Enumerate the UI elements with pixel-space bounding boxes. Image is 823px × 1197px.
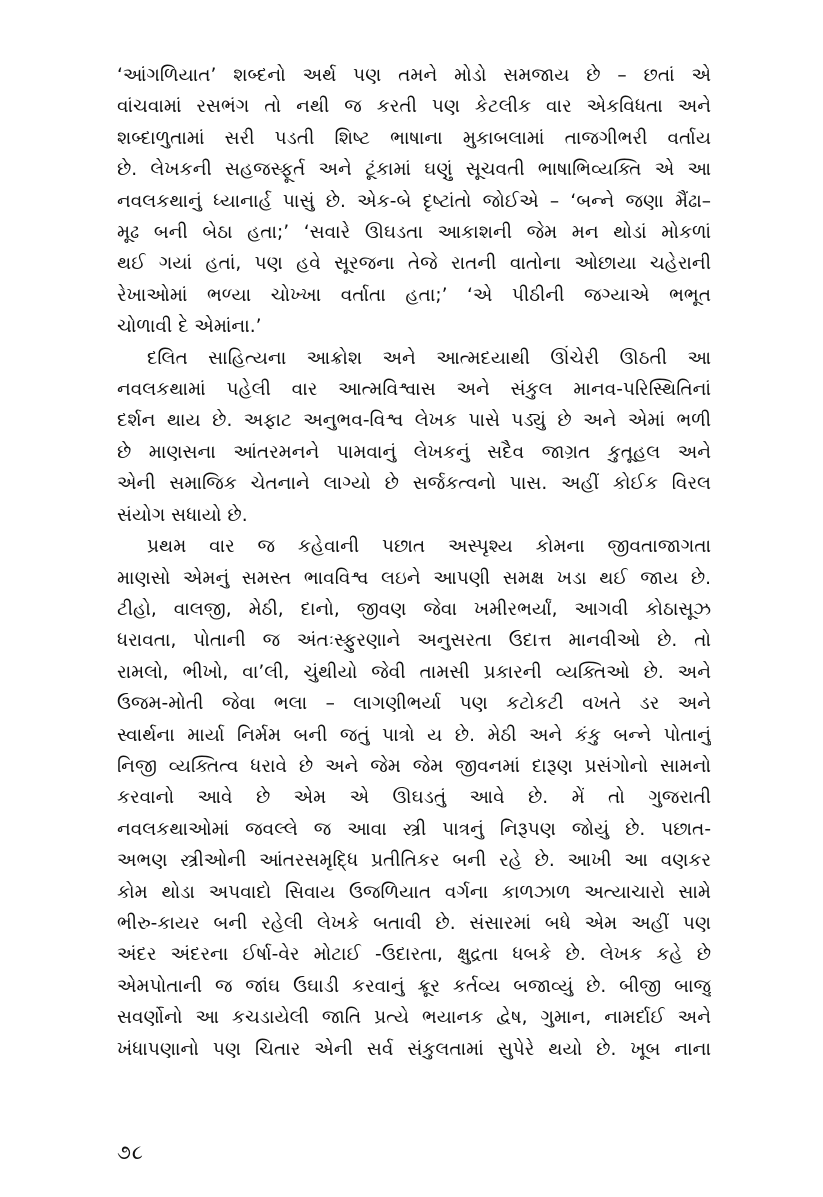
text-line: છે માણસના આંતરમનને પામવાનું લેખકનું સદૈવ જાગ્રત કુતૂહલ અને [117, 441, 711, 463]
paragraph-3 [117, 531, 711, 1065]
text-line: મૂઢ બની બેઠા હતા;’ ‘સવારે ઊઘડતા આકાશની જેમ મન થોડાં મોકળાં [117, 222, 711, 244]
page-number: ૭૮ [117, 1140, 144, 1164]
text-line: અંદર અંદરના ઈર્ષા-વેર મોટાઈ -ઉદારતા, ક્ષુદ્રતા ધબકે છે. લેખક કહે છે [117, 944, 711, 966]
text-line: ‘આંગળિયાત’ શબ્દનો અર્થ પણ તમને મોડો સમજાય છે – છતાં એ [117, 65, 711, 86]
text-line: એની સમાજિક ચેતનાને લાગ્યો છે સર્જકત્વનો પાસ. અહીં કોઈક વિરલ [117, 473, 711, 495]
text-line: નવલકથાનું ધ્યાનાર્હ પાસું છે. એક-બે દૃષ્ટાંતો જોઈએ – ‘બન્ને જણા મૈંઢા– [117, 190, 711, 212]
text-line: કરવાનો આવે છે એમ એ ઊઘડતું આવે છે. મેં તો ગુજરાતી [117, 787, 711, 809]
text-line: ટીહો, વાલજી, મેઠી, દાનો, જીવણ જેવા ખમીરભર્યાં, આગવી કોઠાસૂઝ [117, 598, 711, 620]
text-line: દર્શન થાય છે. અફાટ અનુભવ-વિશ્વ લેખક પાસે પડ્યું છે અને એમાં ભળી [117, 410, 711, 432]
text-line: ધરાવતા, પોતાની જ અંતઃસ્ફુરણાને અનુસરતા ઉદાત્ત માનવીઓ છે. તો [117, 630, 711, 652]
paragraph-2 [117, 343, 711, 531]
text-line: નવલકથાઓમાં જવલ્લે જ આવા સ્ત્રી પાત્રનું નિરૂપણ જોયું છે. પછાત- [117, 818, 711, 840]
text-line: ઉજમ-મોતી જેવા ભલા – લાગણીભર્યા પણ કટોકટી વખતે ડર અને [117, 693, 711, 715]
text-line: વાંચવામાં રસભંગ તો નથી જ કરતી પણ કેટલીક વાર એકવિધતા અને [117, 96, 711, 118]
text-line: ખંધાપણાનો પણ ચિતાર એની સર્વ સંકુલતામાં સુપેરે થયો છે. ખૂબ નાના [117, 1038, 711, 1060]
text-line: રામલો, ભીખો, વા’લી, ચુંથીયો જેવી તામસી પ્રકારની વ્યક્તિઓ છે. અને [117, 661, 711, 683]
text-line: કોમ થોડા અપવાદો સિવાય ઉજળિયાત વર્ગના કાળઝાળ અત્યાચારો સામે [117, 881, 711, 903]
text-line: સંયોગ સધાયો છે. [117, 504, 248, 526]
text-line: રેખાઓમાં ભળ્યા ચોખ્ખા વર્તાતા હતા;’ ‘એ પીઠીની જગ્યાએ ભભૂત [117, 284, 711, 306]
text-line: સ્વાર્થના માર્યા નિર્મમ બની જતું પાત્રો ય છે. મેઠી અને કંકુ બન્ને પોતાનું [117, 724, 711, 746]
text-line: છે. લેખકની સહજસ્ફૂર્ત અને ટૂંકામાં ઘણું સૂચવતી ભાષાભિવ્યક્તિ એ આ [117, 159, 711, 181]
text-line: ભીરુ-કાયર બની રહેલી લેખકે બતાવી છે. સંસારમાં બધે એમ અહીં પણ [117, 912, 711, 934]
text-line: ચોળાવી દે એમાંના.’ [117, 316, 262, 338]
text-line: દલિત સાહિત્યના આક્રોશ અને આત્મદયાથી ઊંચેરી ઊઠતી આ [147, 347, 711, 369]
text-line: માણસો એમનું સમસ્ત ભાવવિશ્વ લઇને આપણી સમક્ષ ખડા થઈ જાય છે. [117, 567, 711, 589]
text-line: અભણ સ્ત્રીઓની આંતરસમૃદ્ધિ પ્રતીતિકર બની રહે છે. આખી આ વણકર [117, 850, 711, 872]
text-line: નવલકથામાં પહેલી વાર આત્મવિશ્વાસ અને સંકુલ માનવ-પરિસ્થિતિનાં [117, 379, 711, 401]
text-line: પ્રથમ વાર જ કહેવાની પછાત અસ્પૃશ્ય કોમના જીવતાજાગતા [147, 536, 711, 558]
text-line: નિજી વ્યક્તિત્વ ધરાવે છે અને જેમ જેમ જીવનમાં દારૂણ પ્રસંગોનો સામનો [117, 755, 711, 777]
paragraph-1 [117, 60, 711, 343]
body-text [117, 60, 711, 1065]
text-line: થઈ ગયાં હતાં, પણ હવે સૂરજના તેજે રાતની વાતોના ઓછાયા ચહેરાની [117, 253, 711, 275]
text-line: શબ્દાળુતામાં સરી પડતી શિષ્ટ ભાષાના મુકાબલામાં તાજગીભરી વર્તાય [117, 127, 711, 149]
text-line: એમપોતાની જ જાંઘ ઉઘાડી કરવાનું ક્રૂર કર્તવ્ય બજાવ્યું છે. બીજી બાજુ [117, 975, 711, 997]
text-line: સવર્ણોનો આ કચડાયેલી જાતિ પ્રત્યે ભયાનક દ્વેષ, ગુમાન, નામર્દાઈ અને [117, 1007, 711, 1029]
